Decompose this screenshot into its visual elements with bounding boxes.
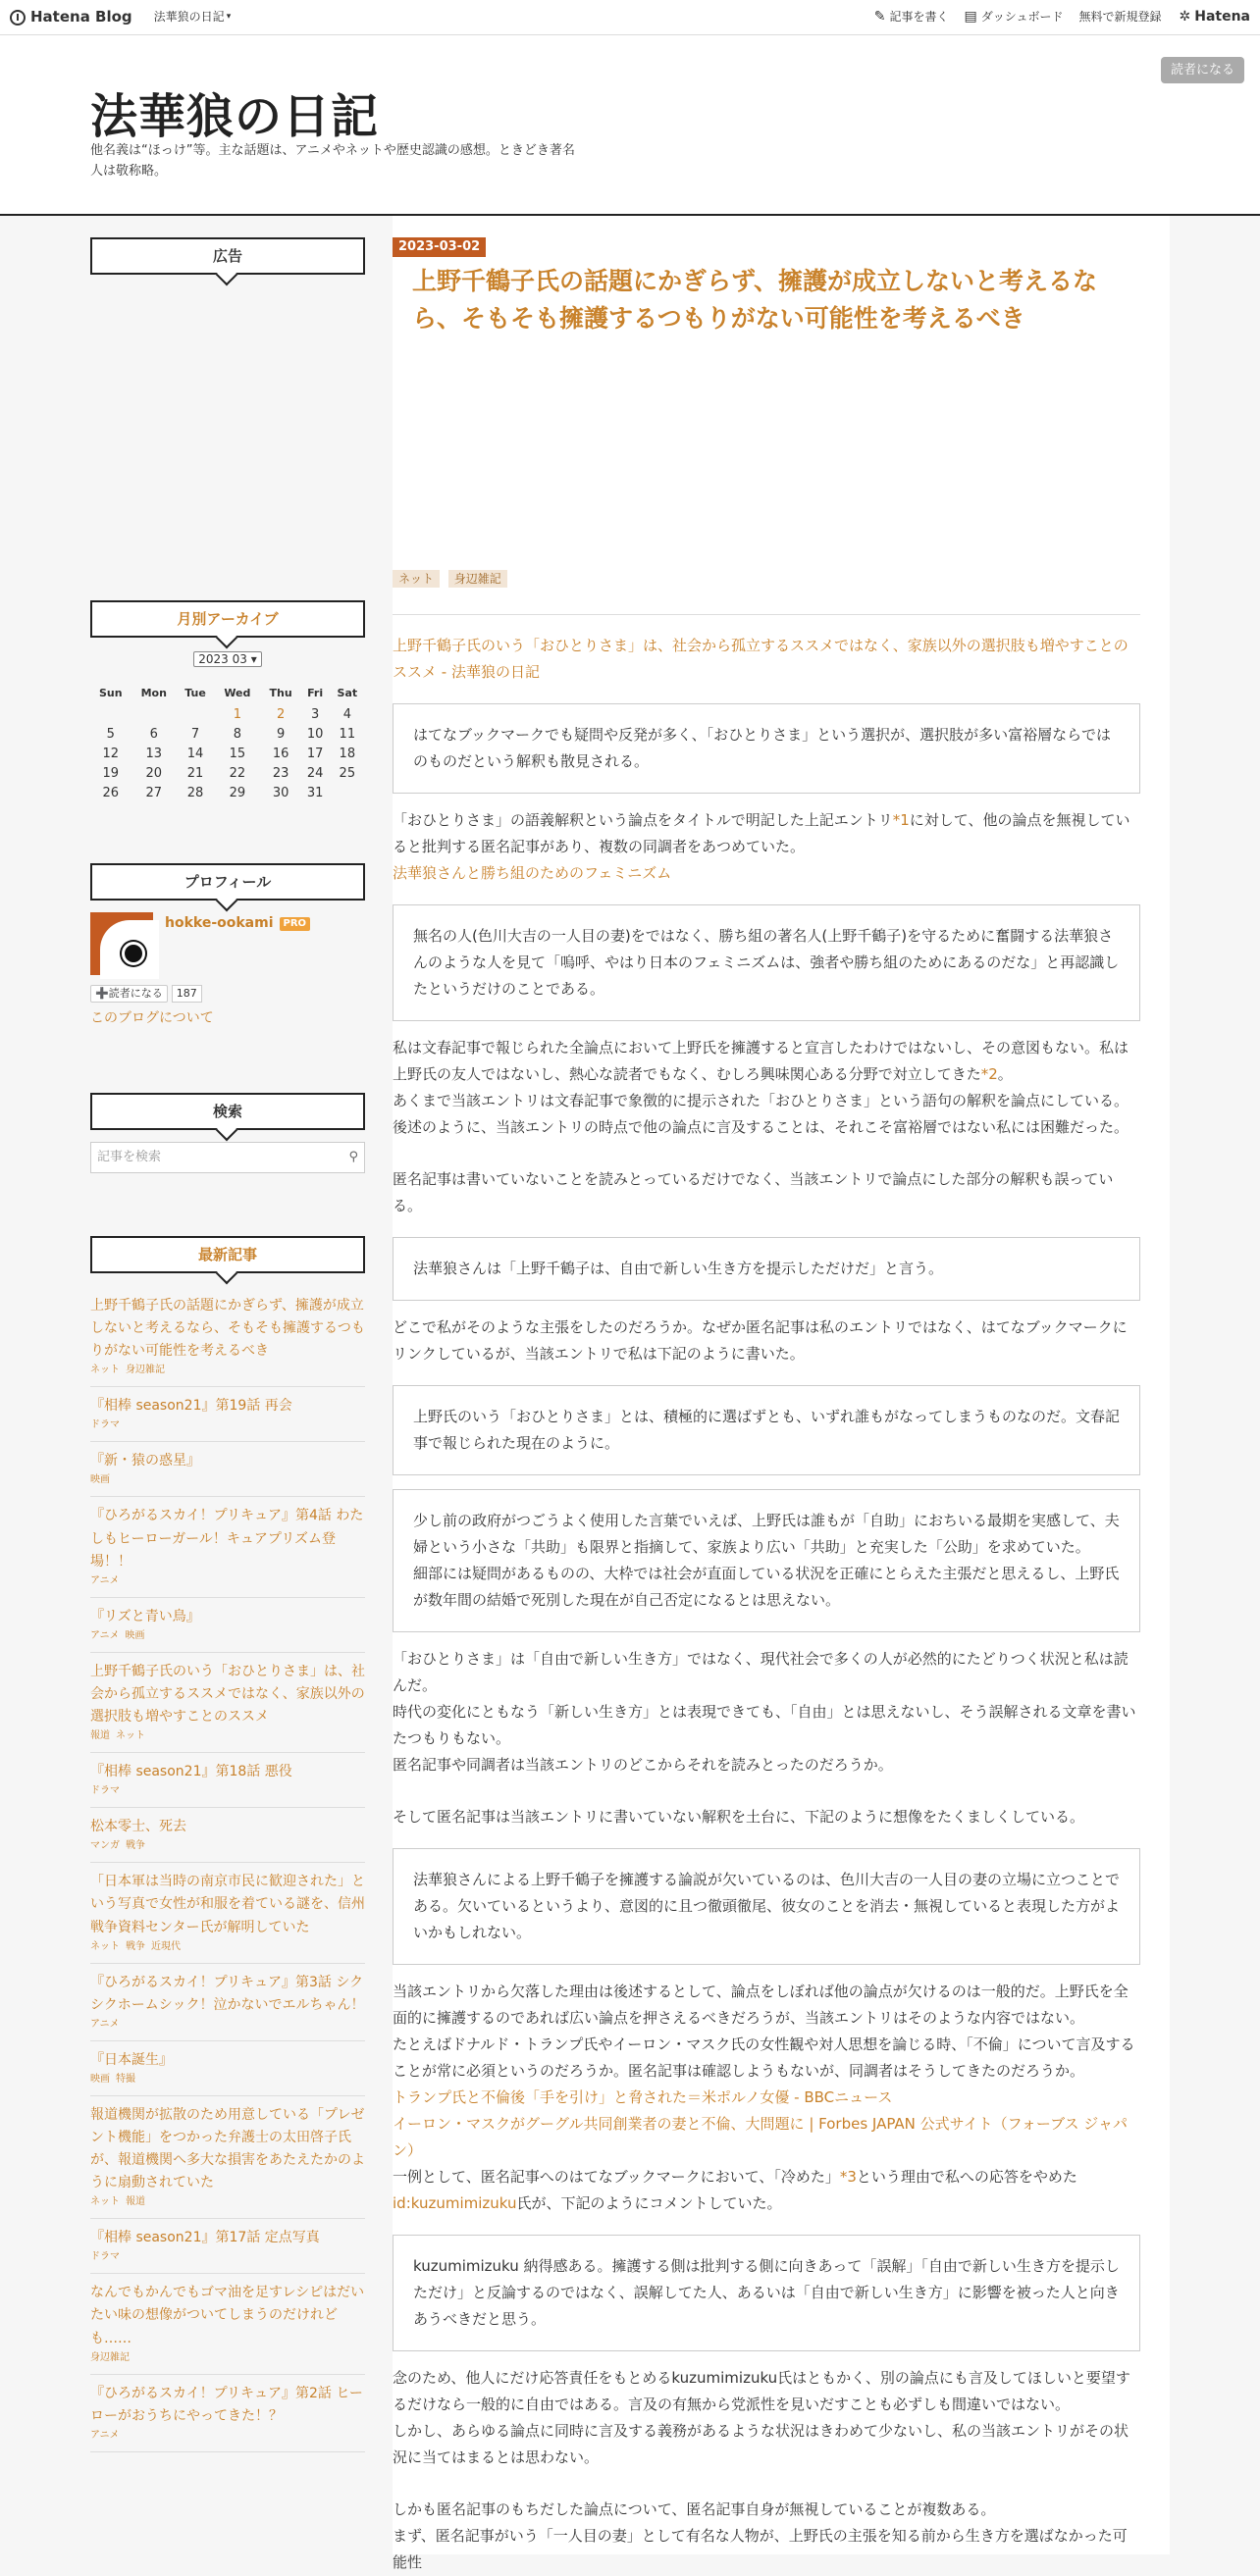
search-input[interactable]: 記事を検索 ⚲: [90, 1142, 365, 1173]
calendar-day: 9: [276, 727, 286, 742]
calendar-day: 18: [339, 747, 356, 761]
list-item: [90, 1442, 365, 1497]
category-tag[interactable]: アニメ: [90, 2429, 120, 2441]
plus-icon: ➕: [95, 987, 109, 1000]
calendar-day: 4: [342, 707, 351, 722]
main-article: [393, 216, 1170, 2571]
recent-entry-link[interactable]: 報道機関が拡散のため用意している「プレゼント機能」をつかった弁護士の太田啓子氏が、報道機関へ多大な損害をあたえたかのように扇動されていた: [90, 2106, 365, 2191]
category-tag[interactable]: 報道: [126, 2196, 145, 2208]
entry-date[interactable]: 2023-03-02: [393, 237, 486, 257]
calendar-day: 17: [306, 747, 324, 761]
list-item: [90, 2375, 365, 2452]
recent-entry-categories: [90, 1783, 365, 1799]
calendar-day: 22: [229, 766, 246, 781]
recent-entry-categories: [90, 2428, 365, 2444]
recent-entry-categories: [90, 1628, 365, 1644]
hatena-blog-logo[interactable]: Hatena Blog: [10, 4, 132, 30]
archive-month-select[interactable]: 2023 03 ▾: [193, 651, 261, 667]
paragraph: しかも匿名記事のもちだした論点について、匿名記事自身が無視していることが複数ある。: [393, 2500, 996, 2518]
category-tag[interactable]: 特撮: [116, 2073, 135, 2085]
footnote-link[interactable]: *3: [839, 2168, 857, 2186]
recent-entry-categories: [90, 1417, 365, 1433]
blockquote: 少し前の政府がつごうよく使用した言葉でいえば、上野氏は誰もが「自助」におちいる最期を実感して、夫婦という小さな「共助」も限界と指摘して、家族より広い「共助」と充実した「公助」を求めていた。 細部には疑問があるものの、大枠では社会が直面している状況を正確にとらえた主張だと思えるし、上野氏が数年間の結婚で死別した現在が自己否定になるとは思えない。: [393, 1489, 1140, 1632]
recent-entry-link[interactable]: 「日本軍は当時の南京市民に歓迎された」という写真で女性が和服を着ている謎を、信州戦争資料センター氏が解明していた: [90, 1874, 365, 1935]
calendar-day: 25: [339, 766, 356, 781]
calendar-day: [177, 705, 214, 725]
sidebar-subscribe-button[interactable]: ➕読者になる: [90, 985, 168, 1003]
list-item: [90, 1653, 365, 1753]
list-item: [90, 1598, 365, 1653]
calendar-day[interactable]: 1: [233, 707, 241, 722]
recent-entry-categories: [90, 2072, 365, 2087]
blog-header: [0, 35, 1260, 216]
blockquote: はてなブックマークでも疑問や反発が多く、「おひとりさま」という選択が、選択肢が多い富裕層ならではのものだという解釈も散見される。: [393, 703, 1140, 794]
write-article-link[interactable]: ✎ 記事を書く: [874, 5, 949, 29]
blog-name-dropdown[interactable]: 法華狼の日記: [153, 9, 225, 24]
recent-entry-categories: [90, 1573, 365, 1589]
recent-entry-categories: [90, 1363, 365, 1378]
category-tag[interactable]: 映画: [90, 1474, 110, 1486]
category-tag[interactable]: ドラマ: [90, 2251, 120, 2263]
list-item: [90, 1808, 365, 1863]
search-icon[interactable]: ⚲: [348, 1150, 358, 1165]
recent-entry-link[interactable]: 上野千鶴子氏のいう「おひとりさま」は、社会から孤立するススメではなく、家族以外の選択肢も増やすことのススメ: [90, 1663, 365, 1726]
archive-title[interactable]: 月別アーカイブ: [90, 600, 365, 638]
calendar-day-header: Mon: [140, 687, 167, 700]
calendar-day: [330, 784, 365, 803]
calendar-day: 16: [272, 747, 289, 761]
entry-title[interactable]: 上野千鶴子氏の話題にかぎらず、擁護が成立しないと考えるなら、そもそも擁護するつもりがない可能性を考えるべき: [412, 267, 1098, 333]
calendar-day: 15: [229, 747, 246, 761]
hatena-logo-icon: [10, 10, 26, 26]
calendar-day: [90, 705, 131, 725]
calendar-day: 6: [149, 727, 158, 742]
category-tag[interactable]: ネット: [116, 1730, 145, 1742]
paragraph: たとえばドナルド・トランプ氏やイーロン・マスク氏の女性観や対人思想を論じる時、「不倫」について言及することが常に必須というのだろうか。匿名記事は確認しようもないが、同調者はそうしてきたのだろうか。: [393, 2035, 1135, 2080]
recent-entry-link[interactable]: 『日本誕生』: [90, 2051, 173, 2068]
recent-entry-link[interactable]: 『ひろがるスカイ！プリキュア』第2話 ヒーローがおうちにやってきた！？: [90, 2385, 363, 2424]
entry-link[interactable]: トランプ氏と不倫後「手を引け」と脅された＝米ポルノ女優 - BBCニュース: [393, 2088, 893, 2106]
hatena-navbar: [0, 0, 1260, 35]
calendar-day-header: Sun: [98, 687, 123, 700]
list-item: [90, 2096, 365, 2219]
list-item: [90, 1753, 365, 1808]
calendar-day: 10: [306, 727, 324, 742]
category-tag[interactable]: ドラマ: [90, 1419, 120, 1431]
paragraph: 一例として、匿名記事へのはてなブックマークにおいて、「冷めた」*3という理由で私への応答をやめたid:kuzumimizuku氏が、下記のようにコメントしていた。: [393, 2168, 1077, 2212]
recent-entry-categories: [90, 2249, 365, 2265]
paragraph: 後述のように、当該エントリの時点で他の論点に言及することは、それこそ富裕層ではない私には困難だった。: [393, 1118, 1129, 1136]
chevron-down-icon[interactable]: ▾: [226, 12, 232, 23]
list-item: [90, 1964, 365, 2041]
category-tag[interactable]: ネット: [90, 1365, 120, 1376]
calendar-day: 23: [272, 766, 289, 781]
paragraph: 時代の変化にともなう「新しい生き方」とは表現できても、「自由」とは思えないし、そう誤解される文章を書いたつもりもない。: [393, 1703, 1136, 1747]
archive-module: [90, 600, 365, 803]
recent-list: [90, 1295, 365, 2452]
paragraph: 念のため、他人にだけ応答責任をもとめるkuzumimizuku氏はともかく、別の論点にも言及してほしいと要望するだけなら一般的に自由ではある。言及の有無から党派性を見いだすことも必ずしも間違いではない。: [393, 2369, 1130, 2413]
blog-description: 他名義は“ほっけ”等。主な話題は、アニメやネットや歴史認識の感想。ときどき著名人は敬称略。: [90, 143, 575, 179]
recent-entry-categories: [90, 1838, 365, 1854]
search-module: [90, 1093, 365, 1173]
calendar-day: 24: [306, 766, 324, 781]
list-item: [90, 1387, 365, 1442]
recent-entry-link[interactable]: 上野千鶴子氏の話題にかぎらず、擁護が成立しないと考えるなら、そもそも擁護するつもりがない可能性を考えるべき: [90, 1298, 365, 1360]
calendar-day: 21: [186, 766, 204, 781]
recent-title: 最新記事: [90, 1236, 365, 1273]
paragraph: どこで私がそのような主張をしたのだろうか。なぜか匿名記事は私のエントリではなく、はてなブックマークにリンクしているが、当該エントリで私は下記のように書いた。: [393, 1318, 1128, 1363]
calendar-day: 14: [186, 747, 204, 761]
paragraph: 匿名記事や同調者は当該エントリのどこからそれを読みとったのだろうか。: [393, 1756, 893, 1774]
blockquote: kuzumimizuku 納得感ある。擁護する側は批判する側に向きあって「誤解」「自由で新しい生き方を提示しただけ」と反論するのではなく、誤解してた人、あるいは「自由で新しい生き方」に影響を被った人と向きあうべきだと思う。: [393, 2235, 1140, 2351]
calendar-day: 20: [145, 766, 163, 781]
category-tag[interactable]: 戦争: [126, 1940, 145, 1952]
calendar-day: 26: [102, 786, 120, 800]
calendar-day: 3: [310, 707, 320, 722]
recent-entry-link[interactable]: 『ひろがるスカイ！プリキュア』第4話 わたしもヒーローガール！キュアプリズム登場！！: [90, 1508, 364, 1570]
calendar-day: 29: [229, 786, 246, 800]
calendar-day-header: Fri: [307, 687, 324, 700]
subscriber-count[interactable]: 187: [172, 985, 202, 1003]
category-tag[interactable]: 近現代: [151, 1940, 181, 1952]
pencil-icon: ✎: [873, 8, 886, 25]
blog-title[interactable]: 法華狼の日記: [90, 89, 380, 144]
calendar-day[interactable]: 2: [276, 707, 286, 722]
recent-entry-categories: [90, 1728, 365, 1744]
recent-entry-link[interactable]: 『ひろがるスカイ！プリキュア』第3話 シクシクホームシック！泣かないでエルちゃん！: [90, 1974, 365, 2013]
profile-name[interactable]: hokke-ookami: [165, 915, 274, 932]
category-tag[interactable]: アニメ: [90, 2018, 120, 2030]
entry-categories: [393, 565, 511, 592]
list-item: [90, 2041, 365, 2096]
calendar-day: 12: [102, 747, 120, 761]
recent-entry-categories: [90, 2350, 365, 2366]
category-tag[interactable]: ドラマ: [90, 1785, 120, 1797]
profile-module: [90, 863, 365, 1031]
calendar-day: 30: [272, 786, 289, 800]
calendar-day: 13: [145, 747, 163, 761]
calendar-day: [131, 705, 177, 725]
paragraph: あくまで当該エントリは文春記事で象徴的に提示された「おひとりさま」という語句の解釈を論点にしている。: [393, 1092, 1129, 1109]
signup-link[interactable]: 無料で新規登録: [1078, 9, 1162, 24]
list-item: [90, 1295, 365, 1387]
about-blog-link[interactable]: このブログについて: [90, 1010, 214, 1026]
list-item: [90, 2219, 365, 2274]
paragraph: しかし、あらゆる論点に同時に言及する義務があるような状況はきわめて少ないし、私の当該エントリがその状況に当てはまるとは思わない。: [393, 2422, 1129, 2466]
blockquote: 上野氏のいう「おひとりさま」とは、積極的に選ばずとも、いずれ誰もがなってしまうものなのだ。文春記事で報じられた現在のように。: [393, 1385, 1140, 1475]
category-tag[interactable]: 映画: [125, 1629, 145, 1641]
category-tag[interactable]: ネット: [90, 1940, 120, 1952]
recent-entry-link[interactable]: 『相棒 season21』第19話 再会: [90, 1398, 292, 1415]
dashboard-icon: ▤: [964, 8, 977, 25]
calendar-day-header: Tue: [184, 687, 206, 700]
category-tag[interactable]: 身辺雑記: [126, 1365, 165, 1376]
footnote-link[interactable]: *1: [892, 811, 910, 829]
calendar-day: 5: [106, 727, 115, 742]
category-tag[interactable]: アニメ: [90, 1574, 120, 1586]
paragraph: 匿名記事は書いていないことを読みとっているだけでなく、当該エントリで論点にした部分の解釈も誤っている。: [393, 1170, 1114, 1214]
calendar-day-header: Thu: [269, 687, 292, 700]
calendar-day: 19: [102, 766, 120, 781]
category-tag[interactable]: 身辺雑記: [90, 2351, 130, 2363]
paragraph: まず、匿名記事がいう「一人目の妻」として有名な人物が、上野氏の主張を知る前から生き方を選ばなかった可能性: [393, 2527, 1128, 2571]
blockquote: 無名の人(色川大吉の一人目の妻)をではなく、勝ち組の著名人(上野千鶴子)を守るために奮闘する法華狼さんのような人を見て「嗚呼、やはり日本のフェミニズムは、強者や勝ち組のためにあるのだな」と再認識したというだけのことである。: [393, 904, 1140, 1021]
subscribe-button[interactable]: 読者になる: [1161, 57, 1244, 83]
entry-link[interactable]: イーロン・マスクがグーグル共同創業者の妻と不倫、大問題に | Forbes JAPAN 公式サイト（フォーブス ジャパン）: [393, 2115, 1128, 2159]
category-tag[interactable]: 身辺雑記: [448, 570, 507, 588]
calendar-day-header: Sat: [337, 687, 358, 700]
recent-entry-link[interactable]: 『リズと青い鳥』: [90, 1608, 200, 1624]
archive-calendar: [90, 682, 365, 803]
recent-entry-link[interactable]: 『相棒 season21』第17話 定点写真: [90, 2230, 320, 2246]
calendar-day: 8: [233, 727, 241, 742]
paragraph: 私は文春記事で報じられた全論点において上野氏を擁護すると宣言したわけではないし、その意図もない。私は上野氏の友人ではないし、熱心な読者でもなく、むしろ興味関心ある分野で対立してきた*2。: [393, 1039, 1129, 1083]
recent-module: [90, 1236, 365, 2452]
paragraph: 「おひとりさま」は「自由で新しい生き方」ではなく、現代社会で多くの人が必然的にたどりつく状況と私は読んだ。: [393, 1650, 1129, 1694]
calendar-day: 27: [145, 786, 163, 800]
entry-body: [393, 614, 1140, 2576]
dashboard-link[interactable]: ▤ ダッシュボード: [964, 5, 1063, 29]
hatena-link[interactable]: ✲ Hatena: [1180, 5, 1251, 29]
recent-entry-categories: [90, 1939, 365, 1955]
pro-badge: PRO: [280, 917, 311, 931]
hatena-star-icon: ✲: [1179, 8, 1191, 25]
category-tag[interactable]: ネット: [393, 570, 440, 588]
category-tag[interactable]: ネット: [90, 2196, 120, 2208]
list-item: [90, 2274, 365, 2374]
calendar-day: 7: [190, 727, 200, 742]
profile-title: プロフィール: [90, 863, 365, 901]
entry-link[interactable]: 法華狼さんと勝ち組のためのフェミニズム: [393, 864, 672, 882]
category-tag[interactable]: 映画: [90, 2073, 110, 2085]
calendar-day: 28: [186, 786, 204, 800]
recent-entry-link[interactable]: 松本零士、死去: [90, 1819, 186, 1835]
ad-module: [90, 237, 365, 286]
ad-title: 広告: [90, 237, 365, 275]
entry-link[interactable]: 上野千鶴子氏のいう「おひとりさま」は、社会から孤立するススメではなく、家族以外の選択肢も増やすことのススメ - 法華狼の日記: [393, 637, 1129, 681]
footnote-link[interactable]: *2: [980, 1065, 998, 1083]
calendar-day: 31: [306, 786, 324, 800]
calendar-day: 11: [339, 727, 356, 742]
recent-entry-link[interactable]: なんでもかんでもゴマ油を足すレシピはだいたい味の想像がついてしまうのだけれども……: [90, 2285, 365, 2346]
category-tag[interactable]: 報道: [90, 1730, 110, 1742]
category-tag[interactable]: 戦争: [126, 1840, 145, 1852]
paragraph: そして匿名記事は当該エントリに書いていない解釈を土台に、下記のように想像をたくましくしている。: [393, 1808, 1085, 1826]
user-id-link[interactable]: id:kuzumimizuku: [393, 2194, 517, 2212]
recent-entry-link[interactable]: 『相棒 season21』第18話 悪役: [90, 1764, 292, 1780]
list-item: [90, 1497, 365, 1597]
recent-entry-categories: [90, 2194, 365, 2210]
paragraph: 当該エントリから欠落した理由は後述するとして、論点をしぼれば他の論点が欠けるのは一般的だ。上野氏を全面的に擁護するのであれば広い論点を押さえるべきだろうが、当該エントリはそのような内容ではない。: [393, 1983, 1129, 2027]
category-tag[interactable]: マンガ: [90, 1840, 120, 1852]
recent-entry-categories: [90, 2017, 365, 2033]
blockquote: 法華狼さんによる上野千鶴子を擁護する論説が欠いているのは、色川大吉の一人目の妻の立場に立つことである。欠いているというより、意図的に且つ徹頭徹尾、彼女のことを消去・無視していると表現した方がよいかもしれない。: [393, 1848, 1140, 1965]
paragraph: 「おひとりさま」の語義解釈という論点をタイトルで明記した上記エントリ*1に対して、他の論点を無視していると批判する匿名記事があり、複数の同調者をあつめていた。: [393, 811, 1130, 855]
category-tag[interactable]: アニメ: [90, 1629, 120, 1641]
calendar-day-header: Wed: [224, 687, 251, 700]
blockquote: 法華狼さんは「上野千鶴子は、自由で新しい生き方を提示しただけだ」と言う。: [393, 1237, 1140, 1301]
avatar[interactable]: [90, 912, 153, 975]
recent-entry-link[interactable]: 『新・猿の惑星』: [90, 1453, 200, 1469]
recent-entry-categories: [90, 1472, 365, 1488]
list-item: [90, 1863, 365, 1963]
search-title: 検索: [90, 1093, 365, 1130]
